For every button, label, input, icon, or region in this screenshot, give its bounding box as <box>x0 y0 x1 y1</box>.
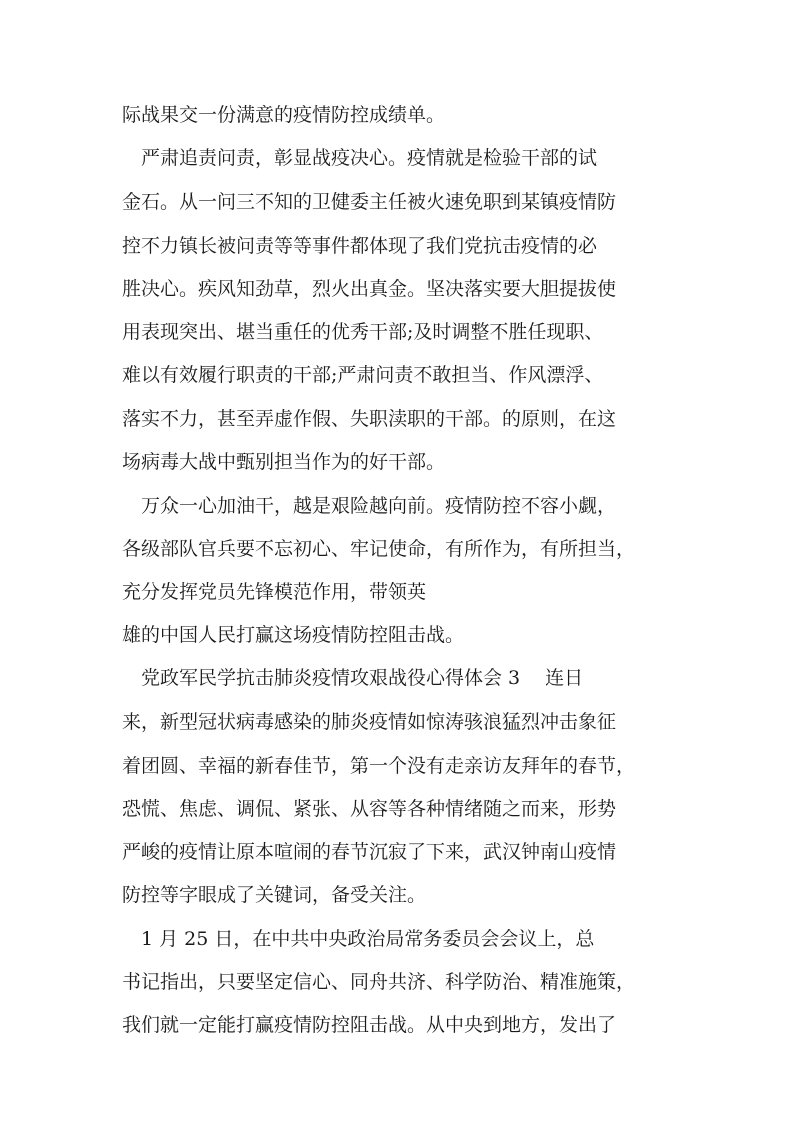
text-line: 雄的中国人民打赢这场疫情防控阻击战。 <box>122 624 465 646</box>
text-line: 严峻的疫情让原本喧闹的春节沉寂了下来，武汉钟南山疫情 <box>122 841 617 863</box>
paragraph-start-line: 党政军民学抗击肺炎疫情攻艰战役心得体会 3 连日 <box>122 667 584 689</box>
text-line: 际战果交一份满意的疫情防控成绩单。 <box>122 104 446 126</box>
text-line: 各级部队官兵要不忘初心、牢记使命，有所作为，有所担当， <box>122 538 636 560</box>
text-line: 着团圆、幸福的新春佳节，第一个没有走亲访友拜年的春节， <box>122 755 636 777</box>
text-line: 胜决心。疾风知劲草，烈火出真金。坚决落实要大胆提拔使 <box>122 278 617 300</box>
paragraph-start-line: 严肃追责问责，彰显战疫决心。疫情就是检验干部的试 <box>122 147 598 169</box>
text-line: 场病毒大战中甄别担当作为的好干部。 <box>122 451 446 473</box>
text-line: 金石。从一问三不知的卫健委主任被火速免职到某镇疫情防 <box>122 191 617 213</box>
text-line: 落实不力，甚至弄虚作假、失职渎职的干部。的原则，在这 <box>122 408 617 430</box>
text-line: 来，新型冠状病毒感染的肺炎疫情如惊涛骇浪猛烈冲击象征 <box>122 711 617 733</box>
text-line: 书记指出，只要坚定信心、同舟共济、科学防治、精准施策， <box>122 971 636 993</box>
text-line: 恐慌、焦虑、调侃、紧张、从容等各种情绪随之而来，形势 <box>122 798 617 820</box>
paragraph-start-line: 1 月 25 日，在中共中央政治局常务委员会会议上，总 <box>122 928 595 950</box>
text-line: 我们就一定能打赢疫情防控阻击战。从中央到地方，发出了 <box>122 1014 617 1036</box>
text-line: 难以有效履行职责的干部;严肃问责不敢担当、作风漂浮、 <box>122 364 604 386</box>
text-line: 防控等字眼成了关键词，备受关注。 <box>122 884 427 906</box>
text-line: 充分发挥党员先锋模范作用，带领英 <box>122 581 427 603</box>
paragraph-start-line: 万众一心加油干，越是艰险越向前。疫情防控不容小觑， <box>122 495 617 517</box>
text-line: 控不力镇长被问责等等事件都体现了我们党抗击疫情的必 <box>122 235 598 257</box>
text-line: 用表现突出、堪当重任的优秀干部;及时调整不胜任现职、 <box>122 321 604 343</box>
